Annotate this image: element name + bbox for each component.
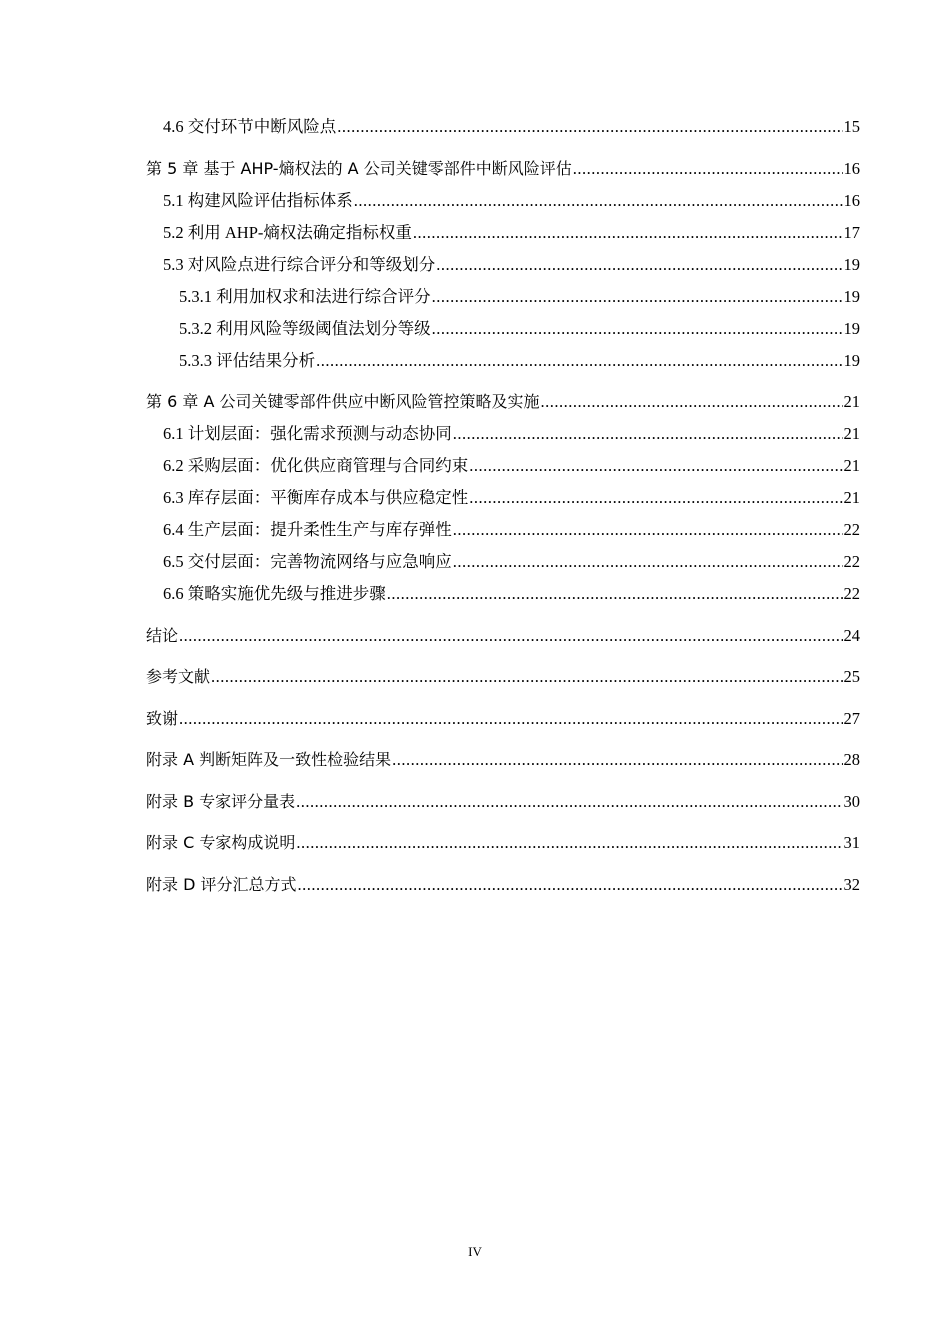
toc-entry-title: 附录 C 专家构成说明 xyxy=(146,833,296,852)
toc-entry-page: 32 xyxy=(843,874,860,894)
toc-dot-leader xyxy=(573,159,843,179)
toc-entry[interactable] xyxy=(146,709,860,729)
toc-entry-page: 19 xyxy=(843,254,860,274)
toc-entry-title: 第 6 章 A 公司关键零部件供应中断风险管控策略及实施 xyxy=(146,392,540,411)
toc-dot-leader xyxy=(453,424,843,444)
toc-dot-leader xyxy=(179,709,842,729)
toc-entry[interactable] xyxy=(146,552,860,572)
toc-entry-page: 16 xyxy=(843,190,860,210)
toc-entry-title: 6.6 策略实施优先级与推进步骤 xyxy=(163,584,386,603)
toc-dot-leader xyxy=(540,392,842,412)
toc-dot-leader xyxy=(179,626,842,646)
toc-entry-title: 4.6 交付环节中断风险点 xyxy=(163,117,337,136)
toc-entry[interactable] xyxy=(146,833,860,853)
toc-dot-leader xyxy=(211,667,842,687)
toc-entry-title: 第 5 章 基于 AHP-熵权法的 A 公司关键零部件中断风险评估 xyxy=(146,158,572,178)
toc-entry[interactable] xyxy=(146,159,860,179)
toc-entry[interactable] xyxy=(146,667,860,687)
toc-entry-page: 25 xyxy=(843,667,860,686)
toc-entry-title: 附录 B 专家评分量表 xyxy=(146,791,296,811)
toc-entry[interactable] xyxy=(146,792,860,812)
toc-entry-title: 6.3 库存层面：平衡库存成本与供应稳定性 xyxy=(163,488,469,507)
toc-entry-page: 22 xyxy=(843,552,860,571)
toc-entry[interactable] xyxy=(146,488,860,508)
toc-entry-title: 6.2 采购层面：优化供应商管理与合同约束 xyxy=(163,456,469,475)
toc-entry[interactable] xyxy=(146,520,860,540)
toc-entry[interactable] xyxy=(146,626,860,646)
toc-dot-leader xyxy=(298,875,843,895)
toc-entry-page: 24 xyxy=(843,625,860,645)
toc-entry-page: 21 xyxy=(843,424,860,443)
toc-entry[interactable] xyxy=(146,191,860,211)
toc-dot-leader xyxy=(453,552,843,572)
toc-entry-title: 5.2 利用 AHP-熵权法确定指标权重 xyxy=(163,222,412,242)
toc-dot-leader xyxy=(392,750,842,770)
toc-entry-title: 6.4 生产层面：提升柔性生产与库存弹性 xyxy=(163,520,452,539)
toc-dot-leader xyxy=(354,191,843,211)
toc-entry-title: 结论 xyxy=(146,625,179,645)
toc-dot-leader xyxy=(296,833,842,853)
toc-entry-title: 5.3 对风险点进行综合评分和等级划分 xyxy=(163,254,436,274)
toc-entry-page: 30 xyxy=(843,791,860,811)
toc-entry-page: 19 xyxy=(843,350,860,370)
toc-entry-title: 6.1 计划层面：强化需求预测与动态协同 xyxy=(163,424,452,443)
toc-entry-page: 28 xyxy=(843,750,860,769)
toc-entry-page: 21 xyxy=(843,488,860,507)
toc-dot-leader xyxy=(337,117,842,137)
toc-entry-page: 27 xyxy=(843,708,860,728)
toc-entry-page: 19 xyxy=(843,286,860,306)
toc-dot-leader xyxy=(469,456,842,476)
toc-dot-leader xyxy=(296,792,842,812)
toc-entry-page: 22 xyxy=(843,584,860,603)
toc-entry-page: 15 xyxy=(843,117,860,136)
toc-entry-title: 5.1 构建风险评估指标体系 xyxy=(163,190,353,210)
toc-dot-leader xyxy=(453,520,843,540)
toc-entry-page: 31 xyxy=(843,833,860,852)
toc-entry-title: 5.3.1 利用加权求和法进行综合评分 xyxy=(179,286,431,306)
toc-entry-title: 参考文献 xyxy=(146,667,211,686)
toc-dot-leader xyxy=(413,223,843,243)
toc-entry-page: 21 xyxy=(843,456,860,475)
toc-entry-title: 5.3.3 评估结果分析 xyxy=(179,350,316,370)
toc-entry[interactable] xyxy=(146,584,860,604)
toc-entry[interactable] xyxy=(146,287,860,307)
toc-entry[interactable] xyxy=(146,255,860,275)
toc-entry[interactable] xyxy=(146,456,860,476)
toc-entry[interactable] xyxy=(146,875,860,895)
toc-entry-title: 6.5 交付层面：完善物流网络与应急响应 xyxy=(163,552,452,571)
toc-entry-title: 附录 D 评分汇总方式 xyxy=(146,874,297,894)
toc-dot-leader xyxy=(469,488,842,508)
toc-entry-page: 22 xyxy=(843,520,860,539)
toc-entry[interactable] xyxy=(146,392,860,412)
toc-entry-page: 17 xyxy=(843,222,860,242)
toc-dot-leader xyxy=(432,319,843,339)
toc-entry[interactable] xyxy=(146,117,860,137)
toc-entry[interactable] xyxy=(146,319,860,339)
page-number: IV xyxy=(468,1244,482,1259)
toc-entry-title: 附录 A 判断矩阵及一致性检验结果 xyxy=(146,750,392,769)
toc-entry-title: 致谢 xyxy=(146,708,179,728)
toc-dot-leader xyxy=(432,287,843,307)
toc-dot-leader xyxy=(316,351,842,371)
toc-entry-page: 21 xyxy=(843,392,860,411)
toc-dot-leader xyxy=(387,584,843,604)
toc-entry[interactable] xyxy=(146,750,860,770)
toc-dot-leader xyxy=(436,255,842,275)
toc-entry-page: 19 xyxy=(843,318,860,338)
toc-entry-title: 5.3.2 利用风险等级阈值法划分等级 xyxy=(179,318,431,338)
toc-entry[interactable] xyxy=(146,351,860,371)
toc-entry-page: 16 xyxy=(843,158,860,178)
toc-entry[interactable] xyxy=(146,424,860,444)
toc-entry[interactable] xyxy=(146,223,860,243)
table-of-contents xyxy=(146,117,860,895)
